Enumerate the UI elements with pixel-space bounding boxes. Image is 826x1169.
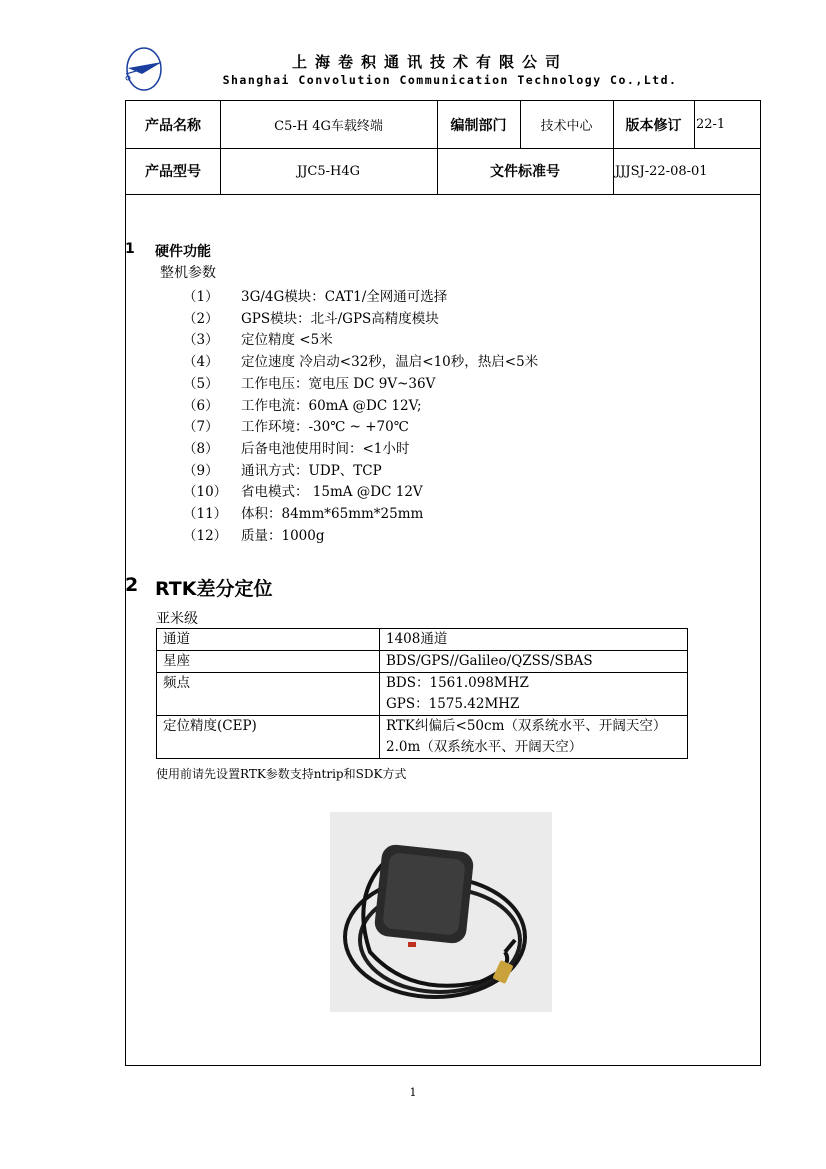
spec-value-line: BDS/GPS//Galileo/QZSS/SBAS: [386, 653, 593, 669]
param-value: 工作电流：60mA @DC 12V;: [241, 397, 422, 414]
revision-label: 版本修订: [625, 117, 682, 134]
param-number: （6）: [183, 397, 219, 414]
section-title: RTK差分定位: [155, 578, 273, 600]
spec-key: 频点: [157, 673, 380, 716]
param-value: 质量：1000g: [241, 527, 325, 544]
spec-value: [380, 673, 688, 716]
std-label: 文件标准号: [490, 164, 560, 180]
spec-value-line: 2.0m（双系统水平、开阔天空）: [386, 739, 583, 755]
param-number: （12）: [183, 527, 228, 544]
param-value: 3G/4G模块：CAT1/全网通可选择: [241, 289, 448, 305]
param-number: （10）: [183, 484, 228, 501]
param-value: 后备电池使用时间：<1小时: [241, 440, 410, 457]
param-value: 定位速度 冷启动<32秒，温启<10秒，热启<5米: [241, 354, 539, 371]
spec-value-line: RTK纠偏后<50cm（双系统水平、开阔天空）: [386, 718, 667, 734]
section-number: 1: [125, 241, 135, 257]
param-number: （3）: [183, 332, 219, 349]
table-row: [157, 629, 688, 651]
param-value: 通讯方式：UDP、TCP: [241, 462, 382, 479]
company-name-cn: 上海卷积通讯技术有限公司: [291, 53, 568, 71]
section1-heading: [125, 241, 211, 260]
antenna-photo: [330, 812, 552, 1012]
param-value: GPS模块：北斗/GPS高精度模块: [241, 310, 439, 327]
param-value: 工作环境：-30℃ ~ +70℃: [241, 419, 409, 436]
dept-value: 技术中心: [540, 119, 593, 134]
param-number: （7）: [183, 419, 219, 436]
param-value: 省电模式： 15mA @DC 12V: [241, 484, 423, 501]
model-label: 产品型号: [145, 164, 201, 180]
param-number: （5）: [183, 375, 219, 392]
spec-key: 通道: [157, 629, 380, 651]
revision-value: 22-1: [696, 117, 726, 132]
spec-key: 定位精度(CEP): [157, 716, 380, 759]
product-name-label: 产品名称: [145, 117, 201, 134]
table-row: [157, 716, 688, 759]
section1-subtitle: 整机参数: [160, 265, 216, 281]
spec-value: [380, 651, 688, 673]
spec-value: [380, 716, 688, 759]
divider: [694, 101, 695, 148]
model-value: JJC5-H4G: [296, 163, 361, 179]
section-title: 硬件功能: [155, 244, 211, 260]
param-number: （1）: [183, 289, 219, 305]
rtk-spec-table: [156, 628, 688, 759]
param-number: （8）: [183, 440, 219, 457]
spec-value: [380, 629, 688, 651]
spec-value-line: GPS：1575.42MHZ: [386, 696, 520, 712]
product-name-value: C5-H 4G车载终端: [274, 119, 383, 134]
section2-heading: [125, 574, 273, 600]
spec-value-line: 1408通道: [386, 631, 448, 647]
param-number: （2）: [183, 310, 219, 327]
param-value: 工作电压：宽电压 DC 9V~36V: [241, 375, 436, 392]
param-value: 定位精度 <5米: [241, 332, 333, 349]
table-row: [157, 651, 688, 673]
param-number: （4）: [183, 354, 219, 371]
spec-value-line: BDS：1561.098MHZ: [386, 675, 529, 691]
dept-label: 编制部门: [450, 117, 507, 134]
section2-subtitle: 亚米级: [156, 611, 198, 627]
section-number: 2: [125, 574, 139, 596]
std-value: JJJSJ-22-08-01: [615, 163, 708, 179]
divider: [126, 194, 760, 195]
spec-key: 星座: [157, 651, 380, 673]
param-value: 体积：84mm*65mm*25mm: [241, 506, 424, 522]
page-number: 1: [409, 1086, 417, 1099]
param-number: （9）: [183, 462, 219, 479]
param-number: （11）: [183, 506, 228, 522]
table-row: [157, 673, 688, 716]
company-name-en: Shanghai Convolution Communication Technology Co.,Ltd.: [222, 73, 678, 87]
rtk-note: 使用前请先设置RTK参数支持ntrip和SDK方式: [156, 767, 407, 781]
